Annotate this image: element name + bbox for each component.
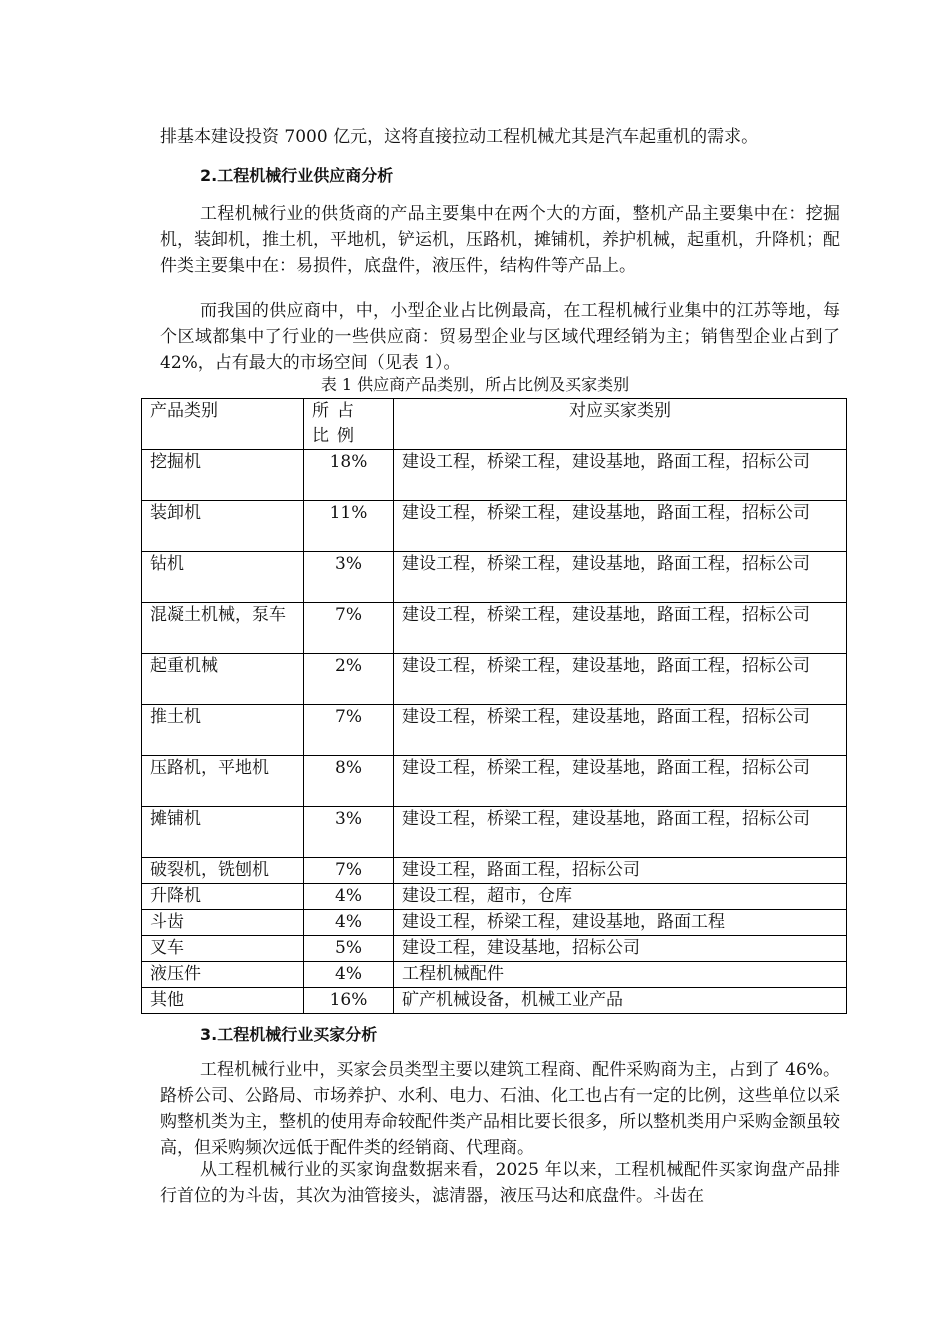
share-cell: 5%	[304, 936, 394, 962]
table-row	[142, 884, 847, 910]
section-3-paragraph-2: 从工程机械行业的买家询盘数据来看，2025 年以来，工程机械配件买家询盘产品排行首位的为斗齿，其次为油管接头，滤清器，液压马达和底盘件。斗齿在	[160, 1160, 840, 1206]
buyers-cell: 建设工程，建设基地，招标公司	[394, 936, 847, 962]
table-row	[142, 450, 847, 501]
buyers-cell: 建设工程，桥梁工程，建设基地，路面工程，招标公司	[394, 603, 847, 654]
share-cell: 7%	[304, 705, 394, 756]
section-2-paragraph-1: 工程机械行业的供货商的产品主要集中在两个大的方面，整机产品主要集中在：挖掘机，装卸机，推土机，平地机，铲运机，压路机，摊铺机，养护机械，起重机，升降机；配件类主要集中在：易损件，底盘件，液压件，结构件等产品上。	[160, 204, 840, 276]
buyers-cell: 建设工程，桥梁工程，建设基地，路面工程，招标公司	[394, 552, 847, 603]
buyers-cell: 建设工程，路面工程，招标公司	[394, 858, 847, 884]
buyers-cell: 建设工程，桥梁工程，建设基地，路面工程，招标公司	[394, 705, 847, 756]
header-category: 产品类别	[142, 399, 304, 450]
share-cell: 2%	[304, 654, 394, 705]
buyers-cell: 矿产机械设备，机械工业产品	[394, 988, 847, 1014]
buyers-cell: 工程机械配件	[394, 962, 847, 988]
share-cell: 3%	[304, 807, 394, 858]
share-cell: 16%	[304, 988, 394, 1014]
share-cell: 8%	[304, 756, 394, 807]
category-cell: 液压件	[142, 962, 304, 988]
category-cell: 压路机，平地机	[142, 756, 304, 807]
table-header-row	[142, 399, 847, 450]
table-row	[142, 858, 847, 884]
share-cell: 18%	[304, 450, 394, 501]
category-cell: 叉车	[142, 936, 304, 962]
category-cell: 钻机	[142, 552, 304, 603]
category-cell: 斗齿	[142, 910, 304, 936]
header-buyers: 对应买家类别	[394, 399, 847, 450]
table-row	[142, 705, 847, 756]
share-cell: 4%	[304, 884, 394, 910]
category-cell: 推土机	[142, 705, 304, 756]
table-row	[142, 552, 847, 603]
section-2-heading: 2.工程机械行业供应商分析	[200, 166, 394, 185]
table-row	[142, 988, 847, 1014]
buyers-cell: 建设工程，桥梁工程，建设基地，路面工程	[394, 910, 847, 936]
buyers-cell: 建设工程，桥梁工程，建设基地，路面工程，招标公司	[394, 654, 847, 705]
buyers-cell: 建设工程，桥梁工程，建设基地，路面工程，招标公司	[394, 756, 847, 807]
table-row	[142, 962, 847, 988]
share-cell: 4%	[304, 962, 394, 988]
share-cell: 7%	[304, 858, 394, 884]
category-cell: 升降机	[142, 884, 304, 910]
category-cell: 起重机械	[142, 654, 304, 705]
buyers-cell: 建设工程，桥梁工程，建设基地，路面工程，招标公司	[394, 807, 847, 858]
category-cell: 混凝土机械，泵车	[142, 603, 304, 654]
share-cell: 7%	[304, 603, 394, 654]
table-row	[142, 807, 847, 858]
category-cell: 摊铺机	[142, 807, 304, 858]
table-row	[142, 603, 847, 654]
share-cell: 3%	[304, 552, 394, 603]
category-cell: 装卸机	[142, 501, 304, 552]
table-row	[142, 756, 847, 807]
table-row	[142, 910, 847, 936]
section-3-heading: 3.工程机械行业买家分析	[200, 1025, 378, 1044]
buyers-cell: 建设工程，桥梁工程，建设基地，路面工程，招标公司	[394, 501, 847, 552]
table-caption: 表 1 供应商产品类别，所占比例及买家类别	[320, 375, 630, 394]
share-cell: 11%	[304, 501, 394, 552]
section-3-paragraph-1: 工程机械行业中，买家会员类型主要以建筑工程商、配件采购商为主，占到了 46%。路桥公司、公路局、市场养护、水利、电力、石油、化工也占有一定的比例，这些单位以采购整机类为主，整机的使用寿命较配件类产品相比要长很多，所以整机类用户采购金额虽较高，但采购频次远低于配件类的经销商、代理商。	[160, 1060, 840, 1158]
intro-paragraph: 排基本建设投资 7000 亿元，这将直接拉动工程机械尤其是汽车起重机的需求。	[160, 127, 759, 147]
category-cell: 破裂机，铣刨机	[142, 858, 304, 884]
table-row	[142, 501, 847, 552]
buyers-cell: 建设工程，桥梁工程，建设基地，路面工程，招标公司	[394, 450, 847, 501]
section-2-paragraph-2: 而我国的供应商中，中，小型企业占比例最高，在工程机械行业集中的江苏等地，每个区域都集中了行业的一些供应商：贸易型企业与区域代理经销为主；销售型企业占到了 42%，占有最大的市场空间（见表 1）。	[160, 301, 840, 373]
supplier-table	[141, 398, 847, 1014]
header-share: 所占比例	[304, 399, 394, 450]
table-row	[142, 654, 847, 705]
buyers-cell: 建设工程，超市，仓库	[394, 884, 847, 910]
table-row	[142, 936, 847, 962]
category-cell: 挖掘机	[142, 450, 304, 501]
category-cell: 其他	[142, 988, 304, 1014]
share-cell: 4%	[304, 910, 394, 936]
